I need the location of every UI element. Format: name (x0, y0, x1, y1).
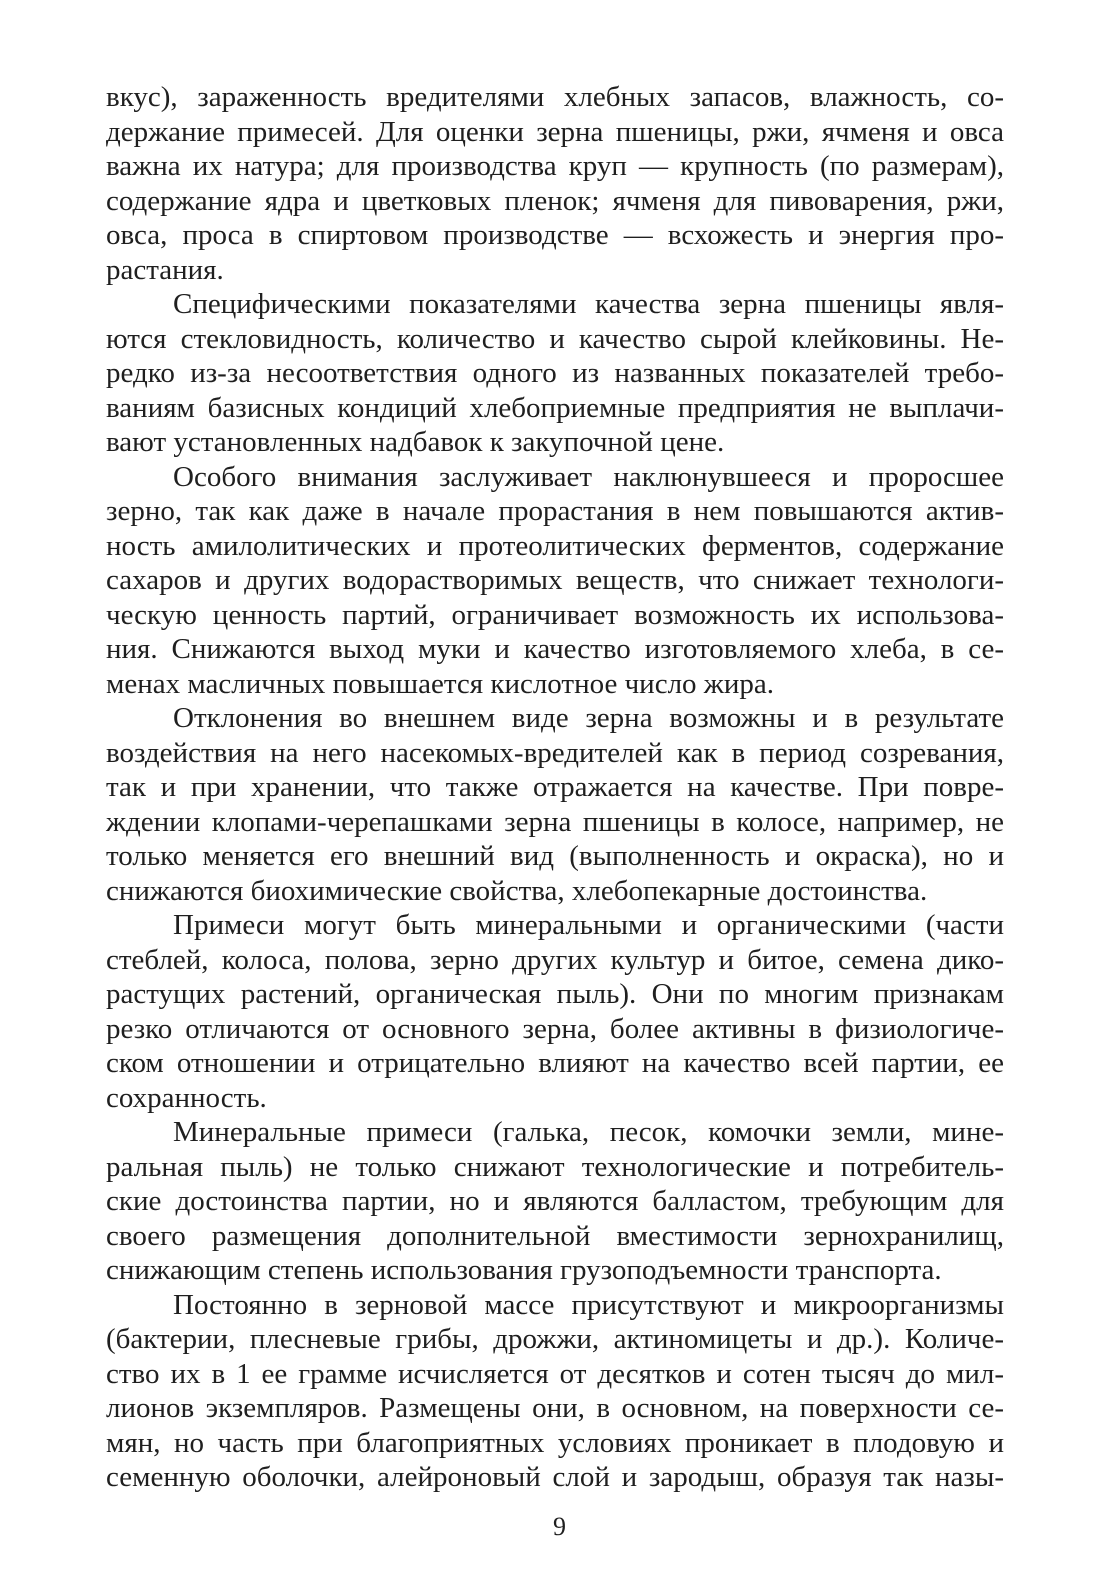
text-line: ческую ценность партий, ограничивает возможность их использова- (106, 598, 1004, 631)
text-line: держание примесей. Для оценки зерна пшеницы, ржи, ячменя и овса (106, 115, 1004, 148)
text-line: своего размещения дополнительной вместимости зернохранилищ, (106, 1219, 1004, 1252)
text-line: стеблей, колоса, полова, зерно других культур и битое, семена дико- (106, 943, 1004, 976)
text-line: растания. (106, 253, 224, 286)
text-line: ждении клопами-черепашками зерна пшеницы в колосе, например, не (106, 805, 1004, 838)
text-line: семенную оболочки, алейроновый слой и зародыш, образуя так назы- (106, 1461, 1004, 1493)
text-line: менах масличных повышается кислотное число жира. (106, 667, 774, 700)
paragraph-first-line: Примеси могут быть минеральными и органическими (части (173, 909, 1004, 941)
text-line: ство их в 1 ее грамме исчисляется от десятков и сотен тысяч до мил- (106, 1357, 1004, 1390)
text-line: сахаров и других водорастворимых веществ, что снижает технологи- (106, 564, 1004, 596)
text-line: ские достоинства партии, но и являются балластом, требующим для (106, 1185, 1004, 1217)
text-line: ваниям базисных кондиций хлебоприемные предприятия не выплачи- (106, 391, 1004, 424)
text-line: так и при хранении, что также отражается на качестве. При повре- (106, 771, 1004, 803)
text-line: растущих растений, органическая пыль). Они по многим признакам (106, 978, 1004, 1010)
paragraph-first-line: Особого внимания заслуживает наклюнувшееся и проросшее (173, 460, 1004, 493)
paragraph-first-line: Постоянно в зерновой массе присутствуют и микроорганизмы (173, 1288, 1004, 1321)
text-line: зерно, так как даже в начале прорастания в нем повышаются актив- (106, 495, 1004, 527)
body-text (106, 80, 1004, 1495)
text-line: лионов экземпляров. Размещены они, в основном, на поверхности се- (106, 1392, 1004, 1424)
text-line: воздействия на него насекомых-вредителей как в период созревания, (106, 736, 1004, 769)
text-line: вкус), зараженность вредителями хлебных запасов, влажность, со- (106, 81, 1004, 113)
text-line: (бактерии, плесневые грибы, дрожжи, актиномицеты и др.). Количе- (106, 1323, 1004, 1355)
text-line: резко отличаются от основного зерна, более активны в физиологиче- (106, 1012, 1004, 1045)
paragraph-first-line: Отклонения во внешнем виде зерна возможны и в результате (173, 702, 1004, 734)
text-line: снижающим степень использования грузоподъемности транспорта. (106, 1254, 942, 1286)
text-line: ния. Снижаются выход муки и качество изготовляемого хлеба, в се- (106, 633, 1004, 665)
text-line: редко из-за несоответствия одного из названных показателей требо- (106, 357, 1004, 389)
text-line: ются стекловидность, количество и качество сырой клейковины. Не- (106, 322, 1004, 355)
text-line: важна их натура; для производства круп — крупность (по размерам), (106, 150, 1004, 182)
text-line: ском отношении и отрицательно влияют на качество всей партии, ее (106, 1047, 1004, 1079)
text-line: вают установленных надбавок к закупочной цене. (106, 426, 725, 458)
paragraph-first-line: Минеральные примеси (галька, песок, комочки земли, мине- (173, 1116, 1004, 1148)
text-line: ральная пыль) не только снижают технологические и потребитель- (106, 1150, 1004, 1183)
text-line: ность амилолитических и протеолитических ферментов, содержание (106, 529, 1004, 562)
text-line: снижаются биохимические свойства, хлебопекарные достоинства. (106, 874, 928, 907)
text-line: мян, но часть при благоприятных условиях проникает в плодовую и (106, 1426, 1004, 1459)
text-line: овса, проса в спиртовом производстве — всхожесть и энергия про- (106, 219, 1004, 251)
text-line: сохранность. (106, 1081, 267, 1114)
page-number: 9 (553, 1512, 566, 1541)
text-line: только меняется его внешний вид (выполненность и окраска), но и (106, 840, 1004, 872)
paragraph-first-line: Специфическими показателями качества зерна пшеницы явля- (173, 288, 1004, 320)
text-line: содержание ядра и цветковых пленок; ячменя для пивоварения, ржи, (106, 184, 1004, 217)
